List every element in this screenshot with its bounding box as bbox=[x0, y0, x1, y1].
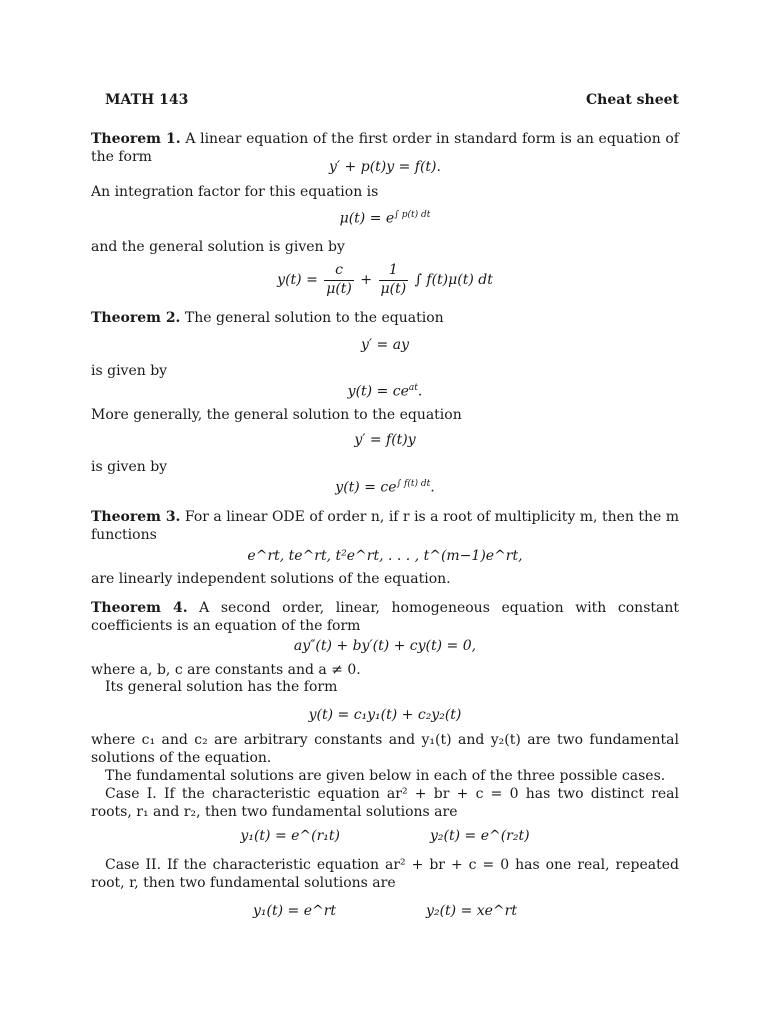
theorem-2-text-3: is given by bbox=[91, 459, 168, 475]
theorem-4-case-1-equations bbox=[91, 828, 679, 846]
theorem-1-equation-general-solution: y(t) = $\frac{c}{\mu(t)}$ + $\frac{1}{\mu(t)}$ ∫ f(t)μ(t) dt bbox=[277, 262, 493, 297]
theorem-1-equation-integration-factor: $\mu(t) = e^{\int p(t) dt}$ bbox=[339, 210, 431, 227]
case-2-solution-2: y₂(t) = xe^rt bbox=[426, 903, 517, 919]
theorem-4-label: Theorem 4. bbox=[91, 600, 188, 616]
sheet-title: Cheat sheet bbox=[586, 92, 679, 108]
theorem-4-case-2-text: Case II. If the characteristic equation ar² + br + c = 0 has one real, repeated root, r, then two fundamental solutions are bbox=[91, 857, 679, 891]
theorem-3-text: are linearly independent solutions of the equation. bbox=[91, 571, 451, 587]
theorem-4-case-1-text: Case I. If the characteristic equation ar² + br + c = 0 has two distinct real roots, r₁ and r₂, then two fundamental solutions are bbox=[91, 786, 679, 820]
fraction-one-over-mu: $\frac{1}{\mu(t)}$ bbox=[380, 262, 407, 297]
theorem-4-text-constants: where a, b, c are constants and a ≠ 0. bbox=[91, 662, 361, 678]
case-2-solution-1: y₁(t) = e^rt bbox=[253, 903, 337, 919]
theorem-2-text-1: is given by bbox=[91, 363, 168, 379]
theorem-1-text-general-solution: and the general solution is given by bbox=[91, 239, 345, 255]
theorem-4-text-general-form: Its general solution has the form bbox=[105, 679, 338, 695]
theorem-1-equation-standard-form: y′ + p(t)y = f(t). bbox=[329, 159, 441, 175]
theorem-3-equation-functions: e^rt, te^rt, t²e^rt, . . . , t^(m−1)e^rt, bbox=[247, 548, 523, 564]
fraction-c-over-mu: $\frac{c}{\mu(t)}$ bbox=[326, 262, 352, 297]
course-code: MATH 143 bbox=[105, 92, 189, 108]
theorem-2-text-2: More generally, the general solution to the equation bbox=[91, 407, 462, 423]
theorem-2-equation-2: $y(t) = ce^{at}$. bbox=[347, 383, 423, 400]
theorem-3-intro: Theorem 3. For a linear ODE of order n, if r is a root of multiplicity m, then the m functions bbox=[91, 509, 679, 543]
theorem-2-intro: Theorem 2. The general solution to the equation bbox=[91, 310, 444, 326]
theorem-1-text-integration-factor: An integration factor for this equation is bbox=[91, 184, 379, 200]
page-header bbox=[105, 92, 679, 110]
theorem-2-label: Theorem 2. bbox=[91, 310, 181, 326]
case-1-solution-2: y₂(t) = e^(r₂t) bbox=[430, 828, 530, 844]
theorem-4-text-cases: The fundamental solutions are given below in each of the three possible cases. bbox=[105, 768, 666, 784]
theorem-4-equation-ode: ay″(t) + by′(t) + cy(t) = 0, bbox=[293, 638, 477, 654]
theorem-4-intro: Theorem 4. A second order, linear, homogeneous equation with constant coefficients is an equation of the form bbox=[91, 600, 679, 634]
theorem-3-label: Theorem 3. bbox=[91, 509, 181, 525]
theorem-1-text: A linear equation of the first order in standard form is an equation of the form bbox=[91, 131, 679, 165]
theorem-2-equation-3: y′ = f(t)y bbox=[354, 432, 416, 448]
theorem-2-equation-4: $y(t) = ce^{\int f(t) dt}$. bbox=[335, 479, 435, 496]
theorem-4-case-2-equations bbox=[91, 903, 679, 921]
theorem-4-equation-general-solution: y(t) = c₁y₁(t) + c₂y₂(t) bbox=[308, 707, 462, 723]
case-1-solution-1: y₁(t) = e^(r₁t) bbox=[240, 828, 340, 844]
theorem-4-text-fundamental: where c₁ and c₂ are arbitrary constants and y₁(t) and y₂(t) are two fundamental solutions of the equation. bbox=[91, 732, 679, 766]
theorem-2-equation-1: y′ = ay bbox=[361, 337, 409, 353]
theorem-1-label: Theorem 1. bbox=[91, 131, 181, 147]
